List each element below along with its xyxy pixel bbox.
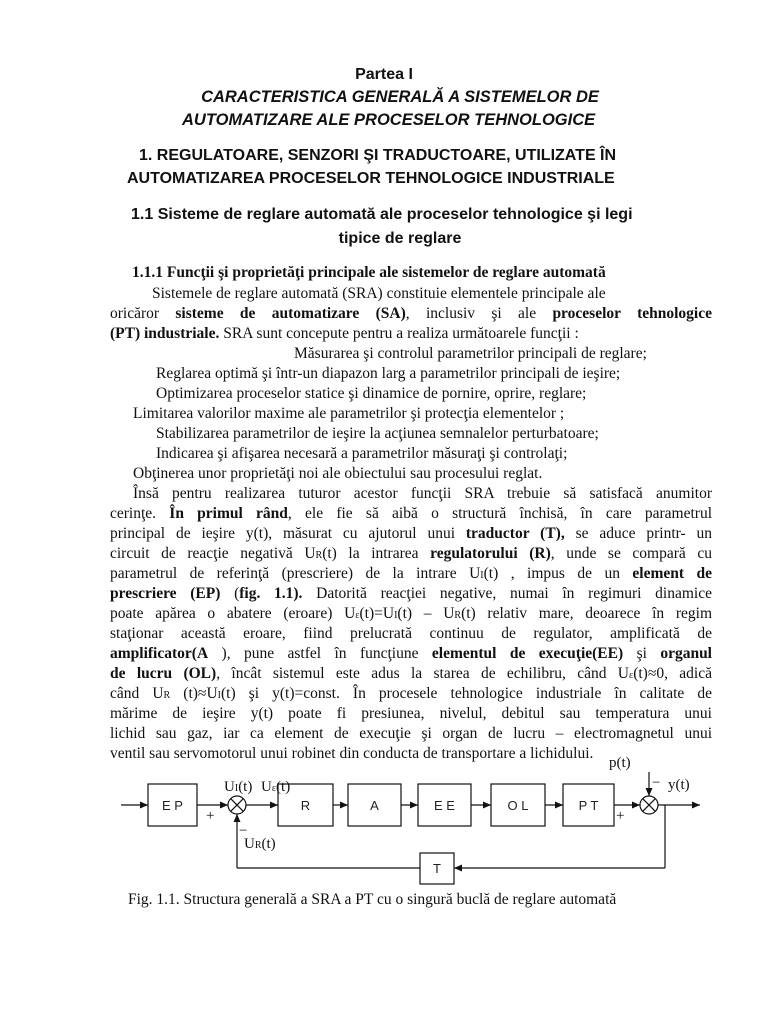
arrowhead <box>234 814 241 822</box>
arrowhead <box>483 802 491 809</box>
chapter-title-line-1: 1. REGULATOARE, SENZORI ŞI TRADUCTOARE, UTILIZATE ÎN <box>139 147 617 164</box>
body-line-4: circuit de reacţie negativă UR(t) la intrarea regulatorului (R), unde se compară cu <box>110 545 712 562</box>
function-item: Limitarea valorilor maxime ale parametrilor şi protecţia elementelor ; <box>133 405 565 422</box>
label-yt: y(t) <box>668 777 690 793</box>
block-label-t: T <box>433 861 441 876</box>
function-item: Măsurarea şi controlul parametrilor principali de reglare; <box>294 345 647 362</box>
block-label-ep: E P <box>162 798 183 813</box>
part-subtitle-line-2: AUTOMATIZARE ALE PROCESELOR TEHNOLOGICE <box>182 111 596 129</box>
arrowhead <box>220 802 228 809</box>
function-item: Reglarea optimă şi într-un diapazon larg a parametrilor principali de ieşire; <box>156 365 621 382</box>
body-line-1: Însă pentru realizarea tuturor acestor funcţii SRA trebuie să satisfacă anumitor <box>133 485 712 502</box>
label-ui: UI(t) <box>224 779 253 795</box>
minus-sign: − <box>652 775 661 791</box>
block-label-a: A <box>370 798 379 813</box>
arrowhead <box>692 802 700 809</box>
intro-line-2: oricăror sisteme de automatizare (SA), inclusiv şi ale proceselor tehnologice <box>110 305 712 322</box>
function-item: Stabilizarea parametrilor de ieşire la acţiunea semnalelor perturbatoare; <box>156 425 599 442</box>
body-line-14: ventil sau servomotorul unui robinet din conducta de transportare a lichidului. <box>110 745 594 762</box>
label-ue: Uε(t) <box>261 779 291 795</box>
body-line-3: principal de ieşire y(t), măsurat cu ajutorul unui traductor (T), se aduce printr- un <box>110 525 712 542</box>
plus-sign: + <box>206 808 215 824</box>
chapter-title-line-2: AUTOMATIZAREA PROCESELOR TEHNOLOGICE INDUSTRIALE <box>127 170 615 187</box>
section-title-line-2: tipice de reglare <box>338 230 462 247</box>
body-line-5: parametrul de referinţă (prescriere) de la intrare UI(t) , impus de un element de <box>110 565 713 582</box>
body-line-7: poate apărea o abatere (eroare) Uε(t)=UI(t) – UR(t) relativ mare, deoarece în regim <box>110 605 713 622</box>
part-subtitle-line-1: CARACTERISTICA GENERALĂ A SISTEMELOR DE <box>201 88 599 106</box>
function-item: Optimizarea proceselor statice şi dinamice de pornire, oprire, reglare; <box>156 385 587 402</box>
arrowhead <box>410 802 418 809</box>
intro-line-1: Sistemele de reglare automată (SRA) constituie elementele principale ale <box>152 285 606 302</box>
block-diagram <box>0 750 768 890</box>
arrowhead <box>454 865 462 872</box>
subsection-title: 1.1.1 Funcţii şi proprietăţi principale ale sistemelor de reglare automată <box>132 264 606 281</box>
body-line-10: de lucru (OL), încât sistemul este adus la starea de echilibru, când Uε(t)≈0, adică <box>110 665 712 682</box>
arrowhead <box>270 802 278 809</box>
intro-line-3: (PT) industriale. SRA sunt concepute pentru a realiza următoarele funcţii : <box>110 325 579 342</box>
block-label-r: R <box>300 798 311 813</box>
function-item: Indicarea şi afişarea necesară a parametrilor măsuraţi şi controlaţi; <box>156 445 568 462</box>
arrowhead <box>632 802 640 809</box>
body-line-13: lichid sau gaz, iar ca element de execuţie şi organ de lucru – electromagnetul unui <box>110 725 712 742</box>
minus-sign: − <box>239 823 248 839</box>
label-pt-disturbance: p(t) <box>609 755 631 771</box>
block-label-ee: E E <box>434 798 455 813</box>
section-title-line-1: 1.1 Sisteme de reglare automată ale proceselor tehnologice şi legi <box>131 206 633 223</box>
body-line-12: mărime de ieşire y(t) poate fi presiunea, nivelul, debitul sau temperatura unui <box>110 705 712 722</box>
block-label-ol: O L <box>507 798 529 813</box>
arrowhead <box>340 802 348 809</box>
label-ur: UR(t) <box>244 836 276 852</box>
plus-sign: + <box>616 808 625 824</box>
arrowhead <box>140 802 148 809</box>
part-title: Partea I <box>355 66 413 83</box>
body-line-2: cerinţe. În primul rând, ele fie să aibă o structură închisă, în care parametrul <box>110 505 713 522</box>
body-line-9: amplificator(A ), pune astfel în funcţiune elementul de execuţie(EE) şi organul <box>110 645 712 662</box>
block-label-pt: P T <box>578 798 599 813</box>
figure-caption: Fig. 1.1. Structura generală a SRA a PT cu o singură buclă de reglare automată <box>128 891 617 908</box>
function-item: Obţinerea unor proprietăţi noi ale obiectului sau procesului reglat. <box>133 465 543 482</box>
arrowhead <box>555 802 563 809</box>
body-line-6: prescriere (EP) (fig. 1.1). Datorită reacţiei negative, numai în regimuri dinamice <box>110 585 712 602</box>
body-line-11: când UR (t)≈UI(t) şi y(t)=const. În procesele tehnologice industriale în calitate de <box>110 685 713 702</box>
body-line-8: staţionar această eroare, fiind prelucrată continuu de regulator, amplificată de <box>110 625 712 642</box>
